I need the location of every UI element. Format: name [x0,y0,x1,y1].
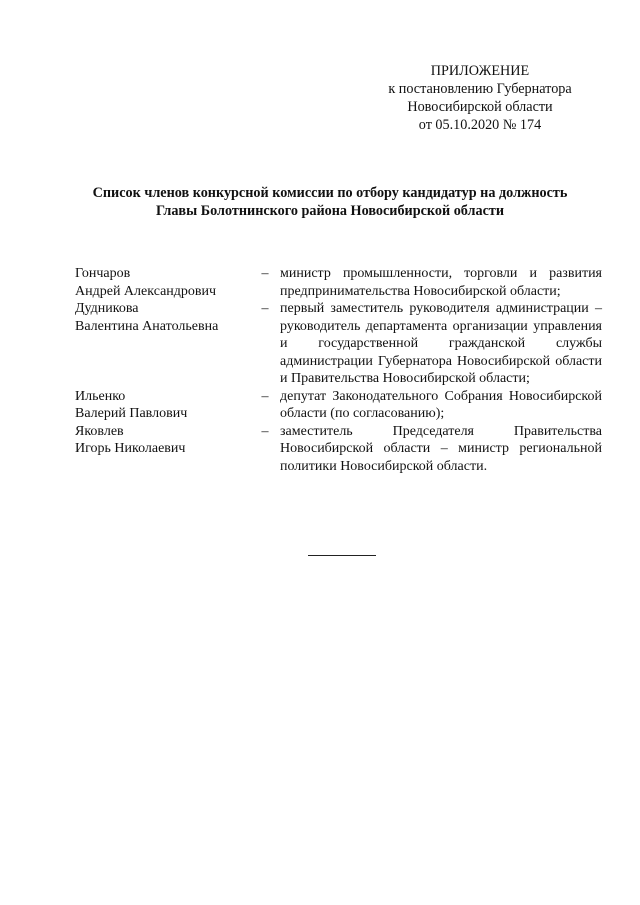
member-name [75,265,250,300]
appendix-header [380,62,580,134]
member-given-names: Валентина Анатольевна [75,318,219,334]
member-dash: – [261,266,269,281]
member-given-names: Валерий Павлович [75,406,188,421]
member-surname: Ильенко [75,388,126,404]
end-separator-line [308,555,376,556]
member-surname: Гончаров [75,266,131,281]
member-row [75,423,602,476]
member-surname: Дудникова [75,301,139,316]
member-position: депутат Законодательного Собрания Новосибирской области (по согласованию); [280,388,602,421]
member-row [75,388,602,423]
member-given-names: Игорь Николаевич [75,441,186,456]
title-line-1: Список членов конкурсной комиссии по отбору кандидатур на должность [92,185,568,201]
member-position: заместитель Председателя Правительства Новосибирской области – министр региональной политики Новосибирской области. [280,423,602,474]
appendix-label: ПРИЛОЖЕНИЕ [430,63,530,79]
member-name [75,300,250,335]
member-given-names: Андрей Александрович [75,283,217,299]
title-line-2: Главы Болотнинского района Новосибирской области [155,203,505,219]
member-row [75,300,602,388]
member-position: министр промышленности, торговли и развития предпринимательства Новосибирской области; [280,266,602,299]
member-name [75,388,250,423]
appendix-date-number: от 05.10.2020 № 174 [418,117,542,133]
member-position: первый заместитель руководителя администрации – руководитель департамента организации управления и государственной гражданской службы администрации Губернатора Новосибирской области и Правительства Новосибирской области; [280,301,602,386]
member-dash: – [261,388,269,404]
appendix-region: Новосибирской области [407,99,553,115]
member-dash: – [261,301,269,316]
member-row [75,265,602,300]
member-name [75,423,250,458]
member-dash: – [261,423,269,439]
document-title [60,184,600,220]
members-list [75,265,602,475]
member-surname: Яковлев [75,423,124,439]
appendix-reference: к постановлению Губернатора [388,81,572,97]
